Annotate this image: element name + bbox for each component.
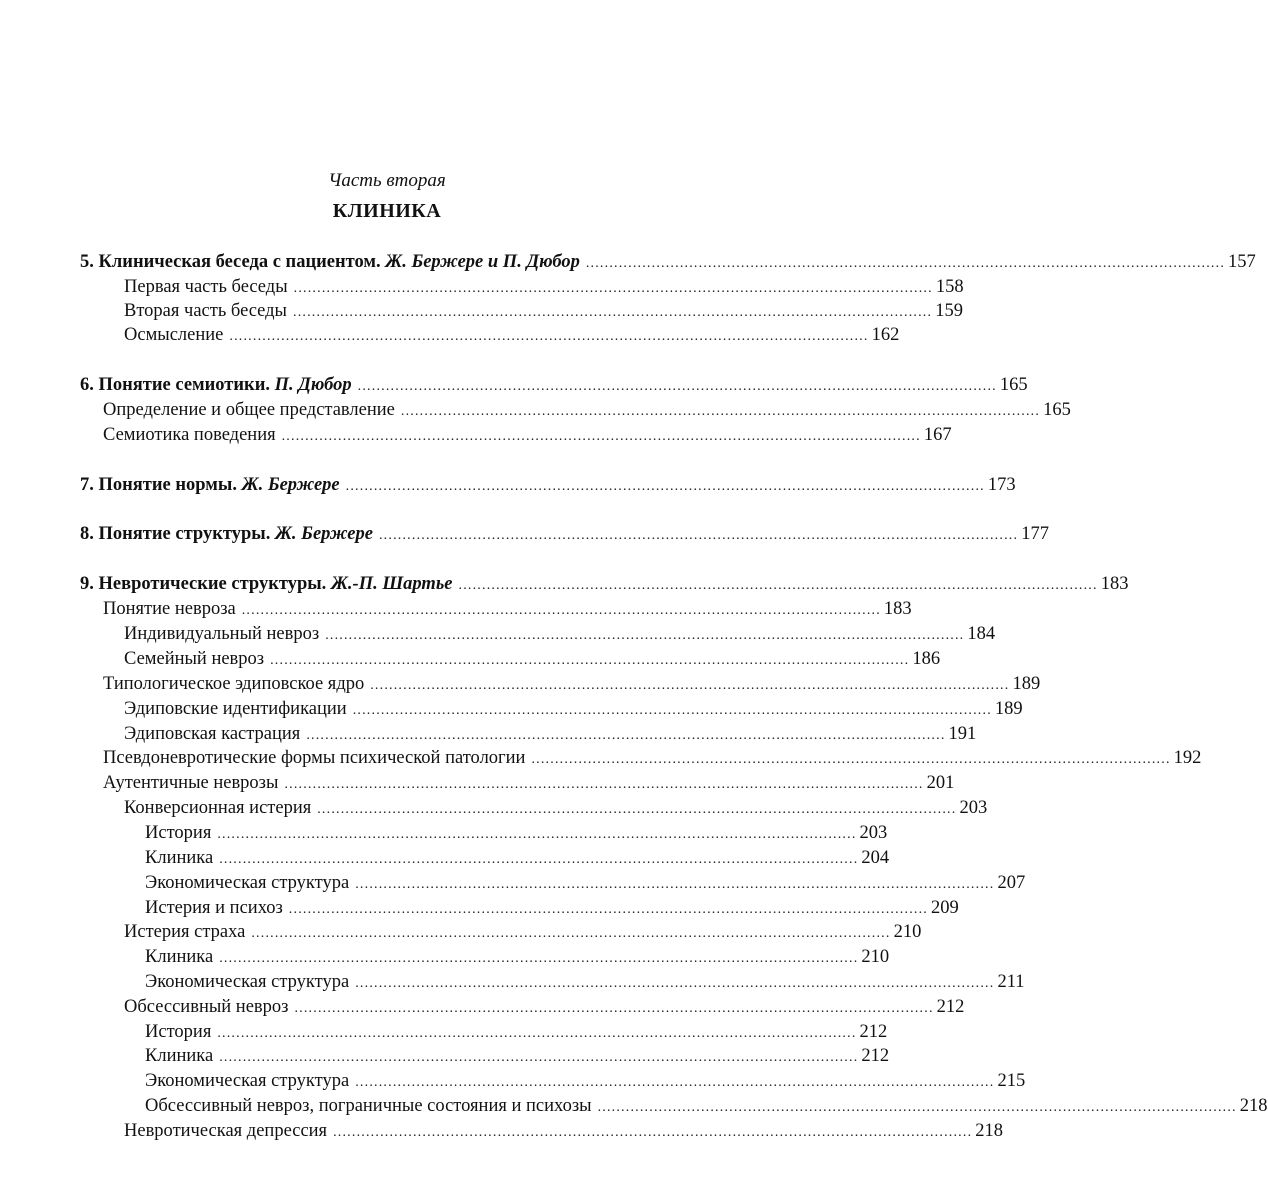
entry-title: Псевдоневротические формы психической патологии (103, 748, 526, 768)
leader-dots: ........................................................................................................................................ (370, 678, 1010, 693)
page-number: 183 (883, 599, 912, 619)
toc-entry[interactable] (103, 746, 1202, 770)
leader-dots: ........................................................................................................................................ (288, 902, 928, 917)
chapter-author: Ж. Бержере (274, 524, 373, 544)
entry-title: Обсессивный невроз (124, 997, 289, 1017)
leader-dots: ........................................................................................................................................ (281, 429, 921, 444)
entry-title: Семейный невроз (124, 649, 265, 669)
chapter-number: 9. (80, 574, 94, 594)
entry-title: Экономическая структура (145, 873, 350, 893)
leader-dots: ........................................................................................................................................ (531, 752, 1171, 767)
entry-title: Эдиповские идентификации (124, 699, 347, 719)
toc-entry[interactable] (145, 1044, 890, 1068)
toc-entry[interactable] (145, 871, 1026, 895)
toc-entry[interactable] (103, 771, 955, 795)
leader-dots: ........................................................................................................................................ (219, 1050, 859, 1065)
leader-dots: ........................................................................................................................................ (270, 653, 910, 668)
entry-title: Обсессивный невроз, пограничные состояния и психозы (145, 1096, 592, 1116)
page-number: 218 (1239, 1096, 1268, 1116)
entry-title: Аутентичные неврозы (103, 773, 279, 793)
page-number: 203 (859, 823, 888, 843)
page-number: 177 (1021, 524, 1049, 544)
leader-dots: ........................................................................................................................................ (352, 703, 992, 718)
entry-title: Вторая часть беседы (124, 301, 287, 321)
page-number: 158 (935, 277, 964, 297)
page-number: 215 (997, 1071, 1026, 1091)
page-number: 203 (959, 798, 988, 818)
entry-title: Экономическая структура (145, 1071, 350, 1091)
leader-dots: ........................................................................................................................................ (317, 802, 957, 817)
page-number: 183 (1100, 574, 1129, 594)
entry-title: Истерия и психоз (145, 898, 283, 918)
leader-dots: ........................................................................................................................................ (325, 628, 965, 643)
leader-dots: ........................................................................................................................................ (355, 877, 995, 892)
page-number: 165 (1043, 400, 1071, 420)
leader-dots: ........................................................................................................................................ (217, 1026, 857, 1041)
chapter-number: 5. (80, 252, 94, 272)
chapter-number: 6. (80, 375, 94, 395)
chapter-number: 8. (80, 524, 94, 544)
toc-entry[interactable] (124, 722, 977, 746)
page-number: 210 (893, 922, 922, 942)
page-number: 210 (861, 947, 890, 967)
leader-dots: ........................................................................................................................................ (251, 926, 891, 941)
toc-entry[interactable] (124, 647, 941, 671)
page-number: 191 (948, 724, 977, 744)
chapter-author: Ж. Бержере (241, 475, 340, 495)
entry-title: Осмысление (124, 325, 224, 345)
toc-entry[interactable] (103, 423, 952, 447)
chapter-title: Понятие нормы. (98, 475, 237, 495)
leader-dots: ........................................................................................................................................ (293, 305, 933, 320)
toc-entry[interactable] (124, 622, 996, 646)
toc-chapter[interactable] (80, 572, 1129, 596)
toc-chapter[interactable] (80, 522, 1049, 546)
entry-title: Невротическая депрессия (124, 1121, 328, 1141)
leader-dots: ........................................................................................................................................ (355, 1075, 995, 1090)
page-number: 192 (1173, 748, 1202, 768)
page-number: 189 (1012, 674, 1041, 694)
leader-dots: ........................................................................................................................................ (284, 777, 924, 792)
leader-dots: ........................................................................................................................................ (219, 951, 859, 966)
page-number: 204 (861, 848, 890, 868)
chapter-title: Невротические структуры. (98, 574, 327, 594)
page-number: 189 (994, 699, 1023, 719)
part-subtitle: Часть вторая (328, 170, 446, 191)
leader-dots: ........................................................................................................................................ (241, 603, 881, 618)
page-number: 173 (987, 475, 1016, 495)
leader-dots: ........................................................................................................................................ (585, 256, 1226, 271)
toc-entry[interactable] (145, 970, 1025, 994)
leader-dots: ........................................................................................................................................ (293, 281, 933, 296)
page-number: 209 (931, 898, 959, 918)
chapter-author: Ж.-П. Шартье (330, 574, 453, 594)
chapter-author: Ж. Бержере и П. Дюбор (385, 252, 580, 272)
page-number: 186 (912, 649, 941, 669)
page-number: 184 (967, 624, 996, 644)
entry-title: Клиника (145, 1046, 214, 1066)
toc-entry[interactable] (103, 672, 1041, 696)
leader-dots: ........................................................................................................................................ (400, 404, 1041, 419)
toc-entry[interactable] (145, 846, 890, 870)
page-number: 218 (975, 1121, 1004, 1141)
leader-dots: ........................................................................................................................................ (355, 976, 995, 991)
toc-entry[interactable] (103, 597, 912, 621)
toc-entry[interactable] (145, 1069, 1026, 1093)
page-number: 162 (871, 325, 900, 345)
entry-title: Первая часть беседы (124, 277, 288, 297)
page-number: 207 (997, 873, 1026, 893)
toc-chapter[interactable] (80, 473, 1016, 497)
toc-entry[interactable] (145, 896, 959, 920)
leader-dots: ........................................................................................................................................ (378, 528, 1019, 543)
page-number: 165 (999, 375, 1028, 395)
toc-entry[interactable] (145, 945, 890, 969)
page-number: 201 (926, 773, 955, 793)
entry-title: Истерия страха (124, 922, 246, 942)
leader-dots: ........................................................................................................................................ (219, 852, 859, 867)
leader-dots: ........................................................................................................................................ (597, 1100, 1237, 1115)
toc-entry[interactable] (124, 796, 988, 820)
page-number: 212 (861, 1046, 890, 1066)
toc-entry[interactable] (145, 821, 888, 845)
toc-chapter[interactable] (80, 250, 1256, 274)
leader-dots: ........................................................................................................................................ (345, 479, 985, 494)
page-number: 212 (936, 997, 965, 1017)
leader-dots: ........................................................................................................................................ (333, 1125, 973, 1140)
toc-entry[interactable] (124, 323, 900, 347)
entry-title: Понятие невроза (103, 599, 236, 619)
leader-dots: ........................................................................................................................................ (229, 329, 869, 344)
leader-dots: ........................................................................................................................................ (357, 379, 997, 394)
entry-title: Индивидуальный невроз (124, 624, 320, 644)
page-number: 211 (997, 972, 1025, 992)
toc-entry[interactable] (124, 275, 964, 299)
part-heading: КЛИНИКА (332, 200, 442, 222)
leader-dots: ........................................................................................................................................ (217, 827, 857, 842)
entry-title: Конверсионная истерия (124, 798, 312, 818)
leader-dots: ........................................................................................................................................ (458, 578, 1098, 593)
entry-title: Эдиповская кастрация (124, 724, 301, 744)
page-number: 167 (923, 425, 952, 445)
entry-title: Типологическое эдиповское ядро (103, 674, 365, 694)
entry-title: Клиника (145, 947, 214, 967)
page-number: 159 (935, 301, 963, 321)
entry-title: История (145, 1022, 212, 1042)
entry-title: Определение и общее представление (103, 400, 395, 420)
toc-entry[interactable] (124, 299, 963, 323)
chapter-title: Клиническая беседа с пациентом. (98, 252, 381, 272)
chapter-number: 7. (80, 475, 94, 495)
toc-entry[interactable] (145, 1020, 888, 1044)
toc-entry[interactable] (124, 920, 922, 944)
entry-title: Экономическая структура (145, 972, 350, 992)
entry-title: Семиотика поведения (103, 425, 276, 445)
chapter-title: Понятие семиотики. (98, 375, 270, 395)
page-number: 212 (859, 1022, 888, 1042)
entry-title: Клиника (145, 848, 214, 868)
page-number: 157 (1228, 252, 1256, 272)
toc-entry[interactable] (124, 1119, 1004, 1143)
toc-chapter[interactable] (80, 373, 1028, 397)
toc-entry[interactable] (145, 1094, 1268, 1118)
leader-dots: ........................................................................................................................................ (294, 1001, 934, 1016)
toc-entry[interactable] (124, 697, 1023, 721)
toc-entry[interactable] (124, 995, 965, 1019)
leader-dots: ........................................................................................................................................ (306, 728, 946, 743)
entry-title: История (145, 823, 212, 843)
chapter-author: П. Дюбор (274, 375, 352, 395)
chapter-title: Понятие структуры. (98, 524, 271, 544)
toc-entry[interactable] (103, 398, 1071, 422)
